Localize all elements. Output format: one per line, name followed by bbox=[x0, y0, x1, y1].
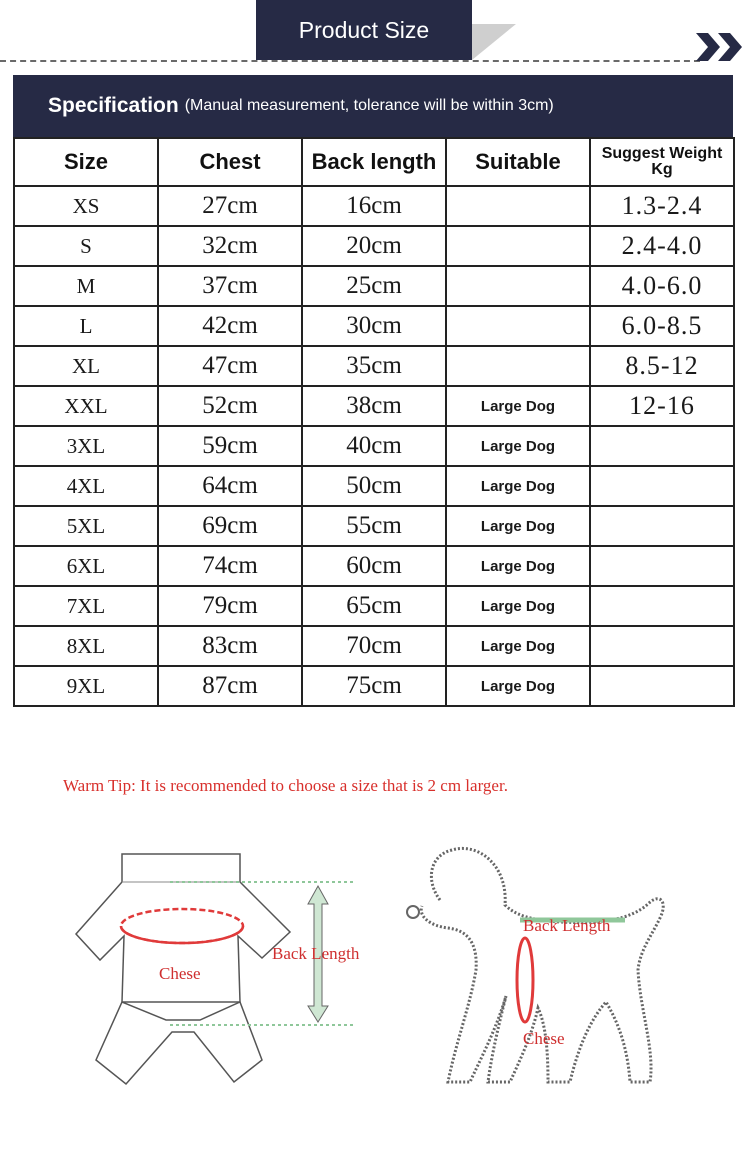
back-length-cell: 20cm bbox=[302, 226, 446, 266]
weight-cell bbox=[590, 506, 734, 546]
table-row bbox=[14, 506, 734, 546]
header-size: Size bbox=[14, 138, 158, 186]
size-table bbox=[13, 137, 735, 707]
suitable-cell bbox=[446, 306, 590, 346]
garment-chest-label: Chese bbox=[159, 964, 201, 983]
weight-cell: 1.3-2.4 bbox=[590, 186, 734, 226]
table-row bbox=[14, 586, 734, 626]
banner-title: Product Size bbox=[298, 16, 430, 43]
size-cell: L bbox=[14, 306, 158, 346]
chest-cell: 47cm bbox=[158, 346, 302, 386]
dog-chest-label: Chese bbox=[523, 1029, 565, 1048]
size-cell: XXL bbox=[14, 386, 158, 426]
chest-cell: 42cm bbox=[158, 306, 302, 346]
dog-chest-measure bbox=[517, 938, 533, 1022]
weight-cell bbox=[590, 546, 734, 586]
double-chevron-right-icon bbox=[694, 31, 746, 63]
chest-cell: 59cm bbox=[158, 426, 302, 466]
specification-note: (Manual measurement, tolerance will be within 3cm) bbox=[184, 97, 554, 114]
chest-cell: 87cm bbox=[158, 666, 302, 706]
chest-cell: 79cm bbox=[158, 586, 302, 626]
back-length-cell: 40cm bbox=[302, 426, 446, 466]
table-row bbox=[14, 546, 734, 586]
specification-header bbox=[13, 75, 733, 137]
weight-cell: 12-16 bbox=[590, 386, 734, 426]
size-cell: 6XL bbox=[14, 546, 158, 586]
header-weight-line1: Suggest Weight bbox=[601, 145, 723, 162]
suitable-cell bbox=[446, 346, 590, 386]
back-length-cell: 50cm bbox=[302, 466, 446, 506]
chest-cell: 52cm bbox=[158, 386, 302, 426]
chest-cell: 37cm bbox=[158, 266, 302, 306]
table-row bbox=[14, 466, 734, 506]
chest-cell: 69cm bbox=[158, 506, 302, 546]
header-suitable: Suitable bbox=[446, 138, 590, 186]
suitable-cell bbox=[446, 266, 590, 306]
size-cell: 9XL bbox=[14, 666, 158, 706]
size-cell: S bbox=[14, 226, 158, 266]
table-row bbox=[14, 626, 734, 666]
back-length-cell: 55cm bbox=[302, 506, 446, 546]
size-cell: XL bbox=[14, 346, 158, 386]
suitable-cell: Large Dog bbox=[446, 466, 590, 506]
size-cell: XS bbox=[14, 186, 158, 226]
weight-cell: 2.4-4.0 bbox=[590, 226, 734, 266]
size-cell: 4XL bbox=[14, 466, 158, 506]
weight-cell bbox=[590, 626, 734, 666]
suitable-cell: Large Dog bbox=[446, 546, 590, 586]
back-length-cell: 30cm bbox=[302, 306, 446, 346]
weight-cell bbox=[590, 586, 734, 626]
size-cell: 8XL bbox=[14, 626, 158, 666]
suitable-cell: Large Dog bbox=[446, 586, 590, 626]
suitable-cell: Large Dog bbox=[446, 506, 590, 546]
weight-cell bbox=[590, 426, 734, 466]
table-row bbox=[14, 266, 734, 306]
header-suggest-weight bbox=[590, 138, 734, 186]
chest-cell: 74cm bbox=[158, 546, 302, 586]
suitable-cell bbox=[446, 226, 590, 266]
suitable-cell: Large Dog bbox=[446, 666, 590, 706]
suitable-cell bbox=[446, 186, 590, 226]
table-row bbox=[14, 426, 734, 466]
chest-cell: 32cm bbox=[158, 226, 302, 266]
garment-back-length-label: Back Length bbox=[272, 944, 360, 963]
banner-divider bbox=[0, 60, 700, 62]
size-table-body bbox=[14, 186, 734, 706]
chest-cell: 64cm bbox=[158, 466, 302, 506]
table-row bbox=[14, 306, 734, 346]
back-length-cell: 75cm bbox=[302, 666, 446, 706]
suitable-cell: Large Dog bbox=[446, 426, 590, 466]
header-chest: Chest bbox=[158, 138, 302, 186]
back-length-cell: 16cm bbox=[302, 186, 446, 226]
dog-nose bbox=[407, 906, 419, 918]
header-back-length: Back length bbox=[302, 138, 446, 186]
specification-title: Specification bbox=[48, 94, 179, 117]
weight-cell bbox=[590, 666, 734, 706]
size-cell: M bbox=[14, 266, 158, 306]
dog-back-length-label: Back Length bbox=[523, 916, 611, 935]
measurement-diagram bbox=[0, 820, 749, 1120]
warm-tip: Warm Tip: It is recommended to choose a size that is 2 cm larger. bbox=[63, 776, 508, 795]
back-length-cell: 38cm bbox=[302, 386, 446, 426]
size-cell: 3XL bbox=[14, 426, 158, 466]
back-length-cell: 60cm bbox=[302, 546, 446, 586]
header-weight-unit: Kg bbox=[651, 161, 673, 178]
table-row bbox=[14, 226, 734, 266]
chest-cell: 83cm bbox=[158, 626, 302, 666]
banner-shadow bbox=[472, 24, 516, 60]
weight-cell bbox=[590, 466, 734, 506]
back-length-cell: 70cm bbox=[302, 626, 446, 666]
weight-cell: 6.0-8.5 bbox=[590, 306, 734, 346]
size-cell: 7XL bbox=[14, 586, 158, 626]
suitable-cell: Large Dog bbox=[446, 626, 590, 666]
product-size-banner bbox=[256, 0, 472, 60]
table-row bbox=[14, 186, 734, 226]
back-length-cell: 65cm bbox=[302, 586, 446, 626]
weight-cell: 8.5-12 bbox=[590, 346, 734, 386]
table-header-row bbox=[14, 138, 734, 186]
weight-cell: 4.0-6.0 bbox=[590, 266, 734, 306]
back-length-cell: 35cm bbox=[302, 346, 446, 386]
chest-cell: 27cm bbox=[158, 186, 302, 226]
back-length-cell: 25cm bbox=[302, 266, 446, 306]
table-row bbox=[14, 666, 734, 706]
suitable-cell: Large Dog bbox=[446, 386, 590, 426]
size-cell: 5XL bbox=[14, 506, 158, 546]
table-row bbox=[14, 386, 734, 426]
table-row bbox=[14, 346, 734, 386]
